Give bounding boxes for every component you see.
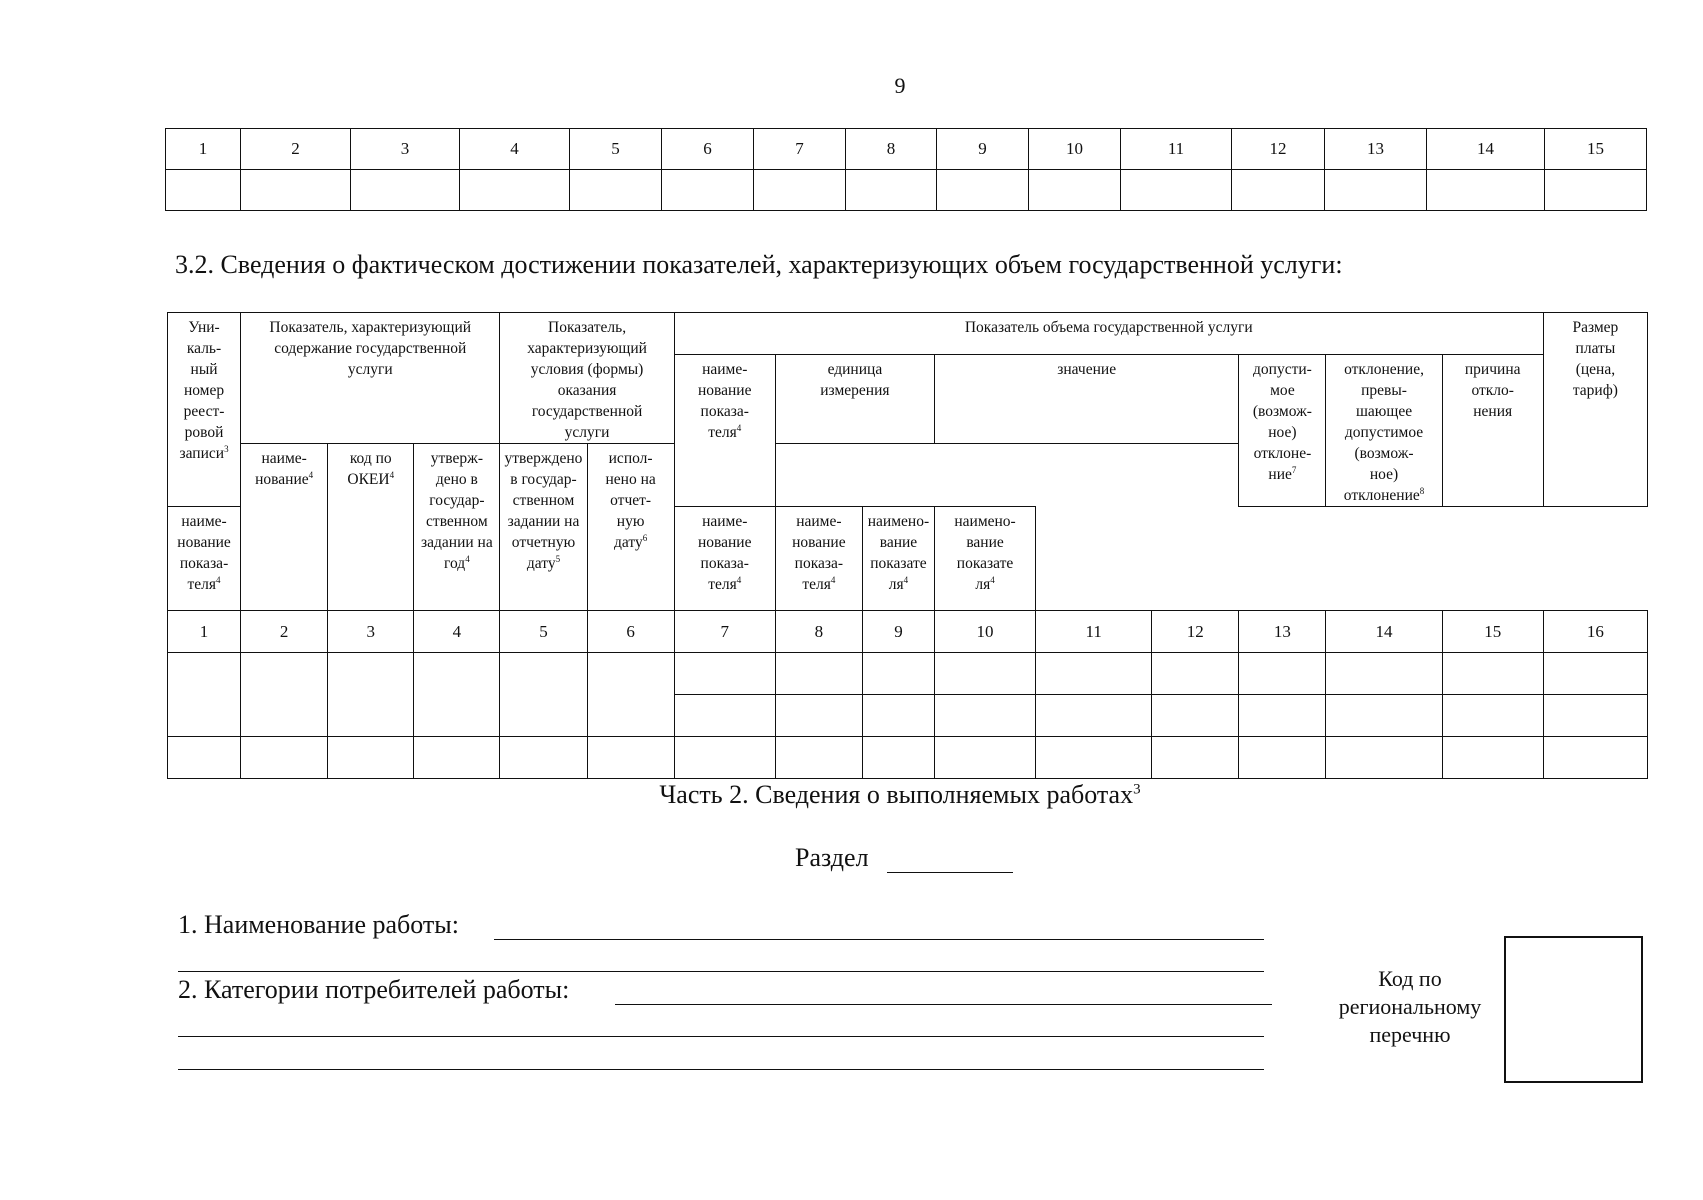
regional-list-code-label: Код по региональному перечню xyxy=(1338,966,1482,1047)
column-number: 9 xyxy=(937,129,1029,170)
section-label: Раздел xyxy=(795,843,869,872)
header-sub-content-name xyxy=(775,507,862,611)
header-text: наиме- нование показа- теля xyxy=(177,513,231,593)
continuation-table xyxy=(165,128,1647,211)
column-number: 15 xyxy=(1442,611,1543,653)
table-cell[interactable] xyxy=(1239,653,1326,695)
footnote-mark: 4 xyxy=(465,553,470,564)
table-cell[interactable] xyxy=(1442,653,1543,695)
footnote-mark: 5 xyxy=(555,553,561,564)
column-number: 13 xyxy=(1239,611,1326,653)
column-number: 2 xyxy=(241,129,351,170)
footnote-mark: 3 xyxy=(1133,781,1141,798)
table-cell[interactable] xyxy=(1239,695,1326,737)
consumer-categories-field-continued[interactable] xyxy=(178,1036,1264,1037)
header-sub-conditions-name xyxy=(934,507,1035,611)
header-okei-code xyxy=(328,444,414,611)
header-allowed-deviation xyxy=(1239,355,1326,507)
table-cell[interactable] xyxy=(168,653,241,737)
table-cell[interactable] xyxy=(168,737,241,779)
table-cell[interactable] xyxy=(414,737,500,779)
table-cell[interactable] xyxy=(1232,170,1325,211)
column-number: 12 xyxy=(1152,611,1239,653)
table-cell[interactable] xyxy=(1427,170,1545,211)
column-number: 9 xyxy=(862,611,934,653)
regional-list-code-box[interactable] xyxy=(1504,936,1643,1083)
table-cell[interactable] xyxy=(414,653,500,737)
header-text: Показатель, характеризующий содержание государственной услуги xyxy=(269,319,472,378)
table-cell[interactable] xyxy=(846,170,937,211)
footnote-mark: 4 xyxy=(736,574,742,585)
table-cell[interactable] xyxy=(1152,653,1239,695)
footnote-mark: 3 xyxy=(224,443,229,454)
header-text: единица измерения xyxy=(820,361,890,399)
footnote-mark: 4 xyxy=(736,422,742,433)
table-cell[interactable] xyxy=(500,737,587,779)
column-number: 2 xyxy=(241,611,328,653)
table-cell[interactable] xyxy=(587,737,674,779)
header-sub-content-name xyxy=(168,507,241,611)
table-cell[interactable] xyxy=(570,170,662,211)
table-cell[interactable] xyxy=(241,737,328,779)
table-cell[interactable] xyxy=(1036,737,1152,779)
footnote-mark: 6 xyxy=(642,532,648,543)
column-number: 14 xyxy=(1427,129,1545,170)
header-text: наиме- нование показа- теля xyxy=(792,513,846,593)
column-number: 14 xyxy=(1326,611,1442,653)
table-cell[interactable] xyxy=(934,737,1035,779)
page-number: 9 xyxy=(894,73,906,98)
column-number-row xyxy=(166,129,1647,170)
column-number: 13 xyxy=(1325,129,1427,170)
header-unit-name xyxy=(241,444,328,611)
table-cell[interactable] xyxy=(674,695,775,737)
table-cell[interactable] xyxy=(328,653,414,737)
footnote-mark: 4 xyxy=(389,469,395,480)
column-number: 12 xyxy=(1232,129,1325,170)
column-number: 3 xyxy=(351,129,460,170)
table-cell[interactable] xyxy=(1036,695,1152,737)
consumer-categories-field[interactable] xyxy=(615,1004,1272,1005)
header-volume-indicator xyxy=(674,313,1543,355)
header-indicator-name xyxy=(674,355,775,507)
table-cell[interactable] xyxy=(754,170,846,211)
footnote-mark: 4 xyxy=(990,574,995,585)
header-deviation-reason xyxy=(1442,355,1543,507)
header-text: Размер платы (цена, тариф) xyxy=(1572,319,1619,399)
header-text: Уни- каль- ный номер реест- ровой записи xyxy=(179,319,225,462)
table-cell[interactable] xyxy=(934,695,1035,737)
header-approved-year xyxy=(414,444,500,611)
header-text: причина откло- нения xyxy=(1464,361,1521,420)
table-row xyxy=(166,170,1647,211)
footnote-mark: 4 xyxy=(903,574,909,585)
header-text: наимено- вание показате ля xyxy=(954,513,1016,593)
header-exceeding-deviation xyxy=(1326,355,1442,507)
table-cell[interactable] xyxy=(351,170,460,211)
header-text: утверж- дено в государ- ственном задании на год xyxy=(421,450,493,572)
column-number: 11 xyxy=(1036,611,1152,653)
volume-indicators-table xyxy=(167,312,1648,779)
column-number: 15 xyxy=(1545,129,1647,170)
table-cell[interactable] xyxy=(937,170,1029,211)
work-name-label: 1. Наименование работы: xyxy=(178,910,459,939)
table-cell[interactable] xyxy=(1325,170,1427,211)
header-text: наимено- вание показате ля xyxy=(867,513,930,593)
table-row xyxy=(168,653,1648,695)
column-number: 7 xyxy=(674,611,775,653)
table-cell[interactable] xyxy=(241,170,351,211)
header-content-indicator xyxy=(241,313,500,444)
table-cell[interactable] xyxy=(460,170,570,211)
footnote-mark: 4 xyxy=(308,469,314,480)
column-number: 4 xyxy=(460,129,570,170)
table-cell[interactable] xyxy=(775,653,862,695)
table-cell[interactable] xyxy=(1442,695,1543,737)
table-cell[interactable] xyxy=(500,653,587,737)
column-number: 11 xyxy=(1121,129,1232,170)
table-cell[interactable] xyxy=(775,737,862,779)
column-number: 1 xyxy=(168,611,241,653)
table-cell[interactable] xyxy=(1543,737,1647,779)
column-number: 3 xyxy=(328,611,414,653)
table-cell[interactable] xyxy=(1326,737,1442,779)
part-title xyxy=(0,780,1703,810)
table-cell[interactable] xyxy=(1121,170,1232,211)
table-cell[interactable] xyxy=(1326,695,1442,737)
column-number: 10 xyxy=(934,611,1035,653)
table-cell[interactable] xyxy=(587,653,674,737)
section-number-field[interactable] xyxy=(887,872,1013,873)
header-text: допусти- мое (возмож- ное) отклоне- ние xyxy=(1252,361,1312,483)
footnote-mark: 8 xyxy=(1419,485,1425,496)
column-number: 10 xyxy=(1029,129,1121,170)
column-number: 5 xyxy=(570,129,662,170)
header-text: наиме- нование xyxy=(255,450,309,488)
header-text: Показатель объема государственной услуги xyxy=(964,319,1253,336)
header-text: Показатель, характеризующий условия (формы) оказания государственной услуги xyxy=(527,319,647,441)
table-cell[interactable] xyxy=(674,737,775,779)
table-cell[interactable] xyxy=(241,653,328,737)
column-number: 6 xyxy=(662,129,754,170)
table-cell[interactable] xyxy=(862,695,934,737)
header-conditions-indicator xyxy=(500,313,674,444)
header-sub-content-name xyxy=(674,507,775,611)
table-cell[interactable] xyxy=(662,170,754,211)
table-cell[interactable] xyxy=(166,170,241,211)
header-value xyxy=(934,355,1238,444)
footnote-mark: 4 xyxy=(216,574,221,585)
table-cell[interactable] xyxy=(862,653,934,695)
work-name-field[interactable] xyxy=(494,939,1264,940)
column-number: 1 xyxy=(166,129,241,170)
table-cell[interactable] xyxy=(1152,737,1239,779)
header-text: наиме- нование показа- теля xyxy=(697,361,752,441)
consumer-categories-label: 2. Категории потребителей работы: xyxy=(178,975,570,1004)
header-text: испол- нено на отчет- ную дату xyxy=(605,450,656,551)
section-title: 3.2. Сведения о фактическом достижении показателей, характеризующих объем государственной услуги: xyxy=(175,250,1343,279)
header-text: значение xyxy=(1057,361,1117,378)
table-cell[interactable] xyxy=(1543,653,1647,695)
footnote-mark: 7 xyxy=(1291,464,1297,475)
table-cell[interactable] xyxy=(1543,695,1647,737)
column-number: 5 xyxy=(500,611,587,653)
column-number: 4 xyxy=(414,611,500,653)
header-fee-size xyxy=(1543,313,1647,507)
header-executed xyxy=(587,444,674,611)
header-text: утверждено в государ- ственном задании на отчетную дату xyxy=(504,450,583,572)
table-cell[interactable] xyxy=(1326,653,1442,695)
header-unit xyxy=(775,355,934,444)
column-number-row xyxy=(168,611,1648,653)
table-cell[interactable] xyxy=(674,653,775,695)
table-cell[interactable] xyxy=(934,653,1035,695)
column-number: 8 xyxy=(775,611,862,653)
table-cell[interactable] xyxy=(775,695,862,737)
consumer-categories-field-continued[interactable] xyxy=(178,1069,1264,1070)
part-title-text: Часть 2. Сведения о выполняемых работах xyxy=(659,780,1134,809)
table-cell[interactable] xyxy=(1029,170,1121,211)
header-unique-record-number xyxy=(168,313,241,507)
footnote-mark: 4 xyxy=(830,574,836,585)
table-cell[interactable] xyxy=(328,737,414,779)
header-sub-conditions-name xyxy=(862,507,934,611)
header-approved-date xyxy=(500,444,587,611)
table-row xyxy=(168,737,1648,779)
table-cell[interactable] xyxy=(1239,737,1326,779)
header-text: наиме- нование показа- теля xyxy=(697,513,752,593)
table-cell[interactable] xyxy=(1442,737,1543,779)
header-text: код по ОКЕИ xyxy=(347,450,392,488)
table-cell[interactable] xyxy=(862,737,934,779)
column-number: 6 xyxy=(587,611,674,653)
work-name-field-continued[interactable] xyxy=(178,971,1264,972)
column-number: 7 xyxy=(754,129,846,170)
table-cell[interactable] xyxy=(1545,170,1647,211)
table-cell[interactable] xyxy=(1036,653,1152,695)
header-text: отклонение, превы- шающее допустимое (возмож- ное) отклонение xyxy=(1343,361,1424,504)
table-cell[interactable] xyxy=(1152,695,1239,737)
column-number: 8 xyxy=(846,129,937,170)
column-number: 16 xyxy=(1543,611,1647,653)
